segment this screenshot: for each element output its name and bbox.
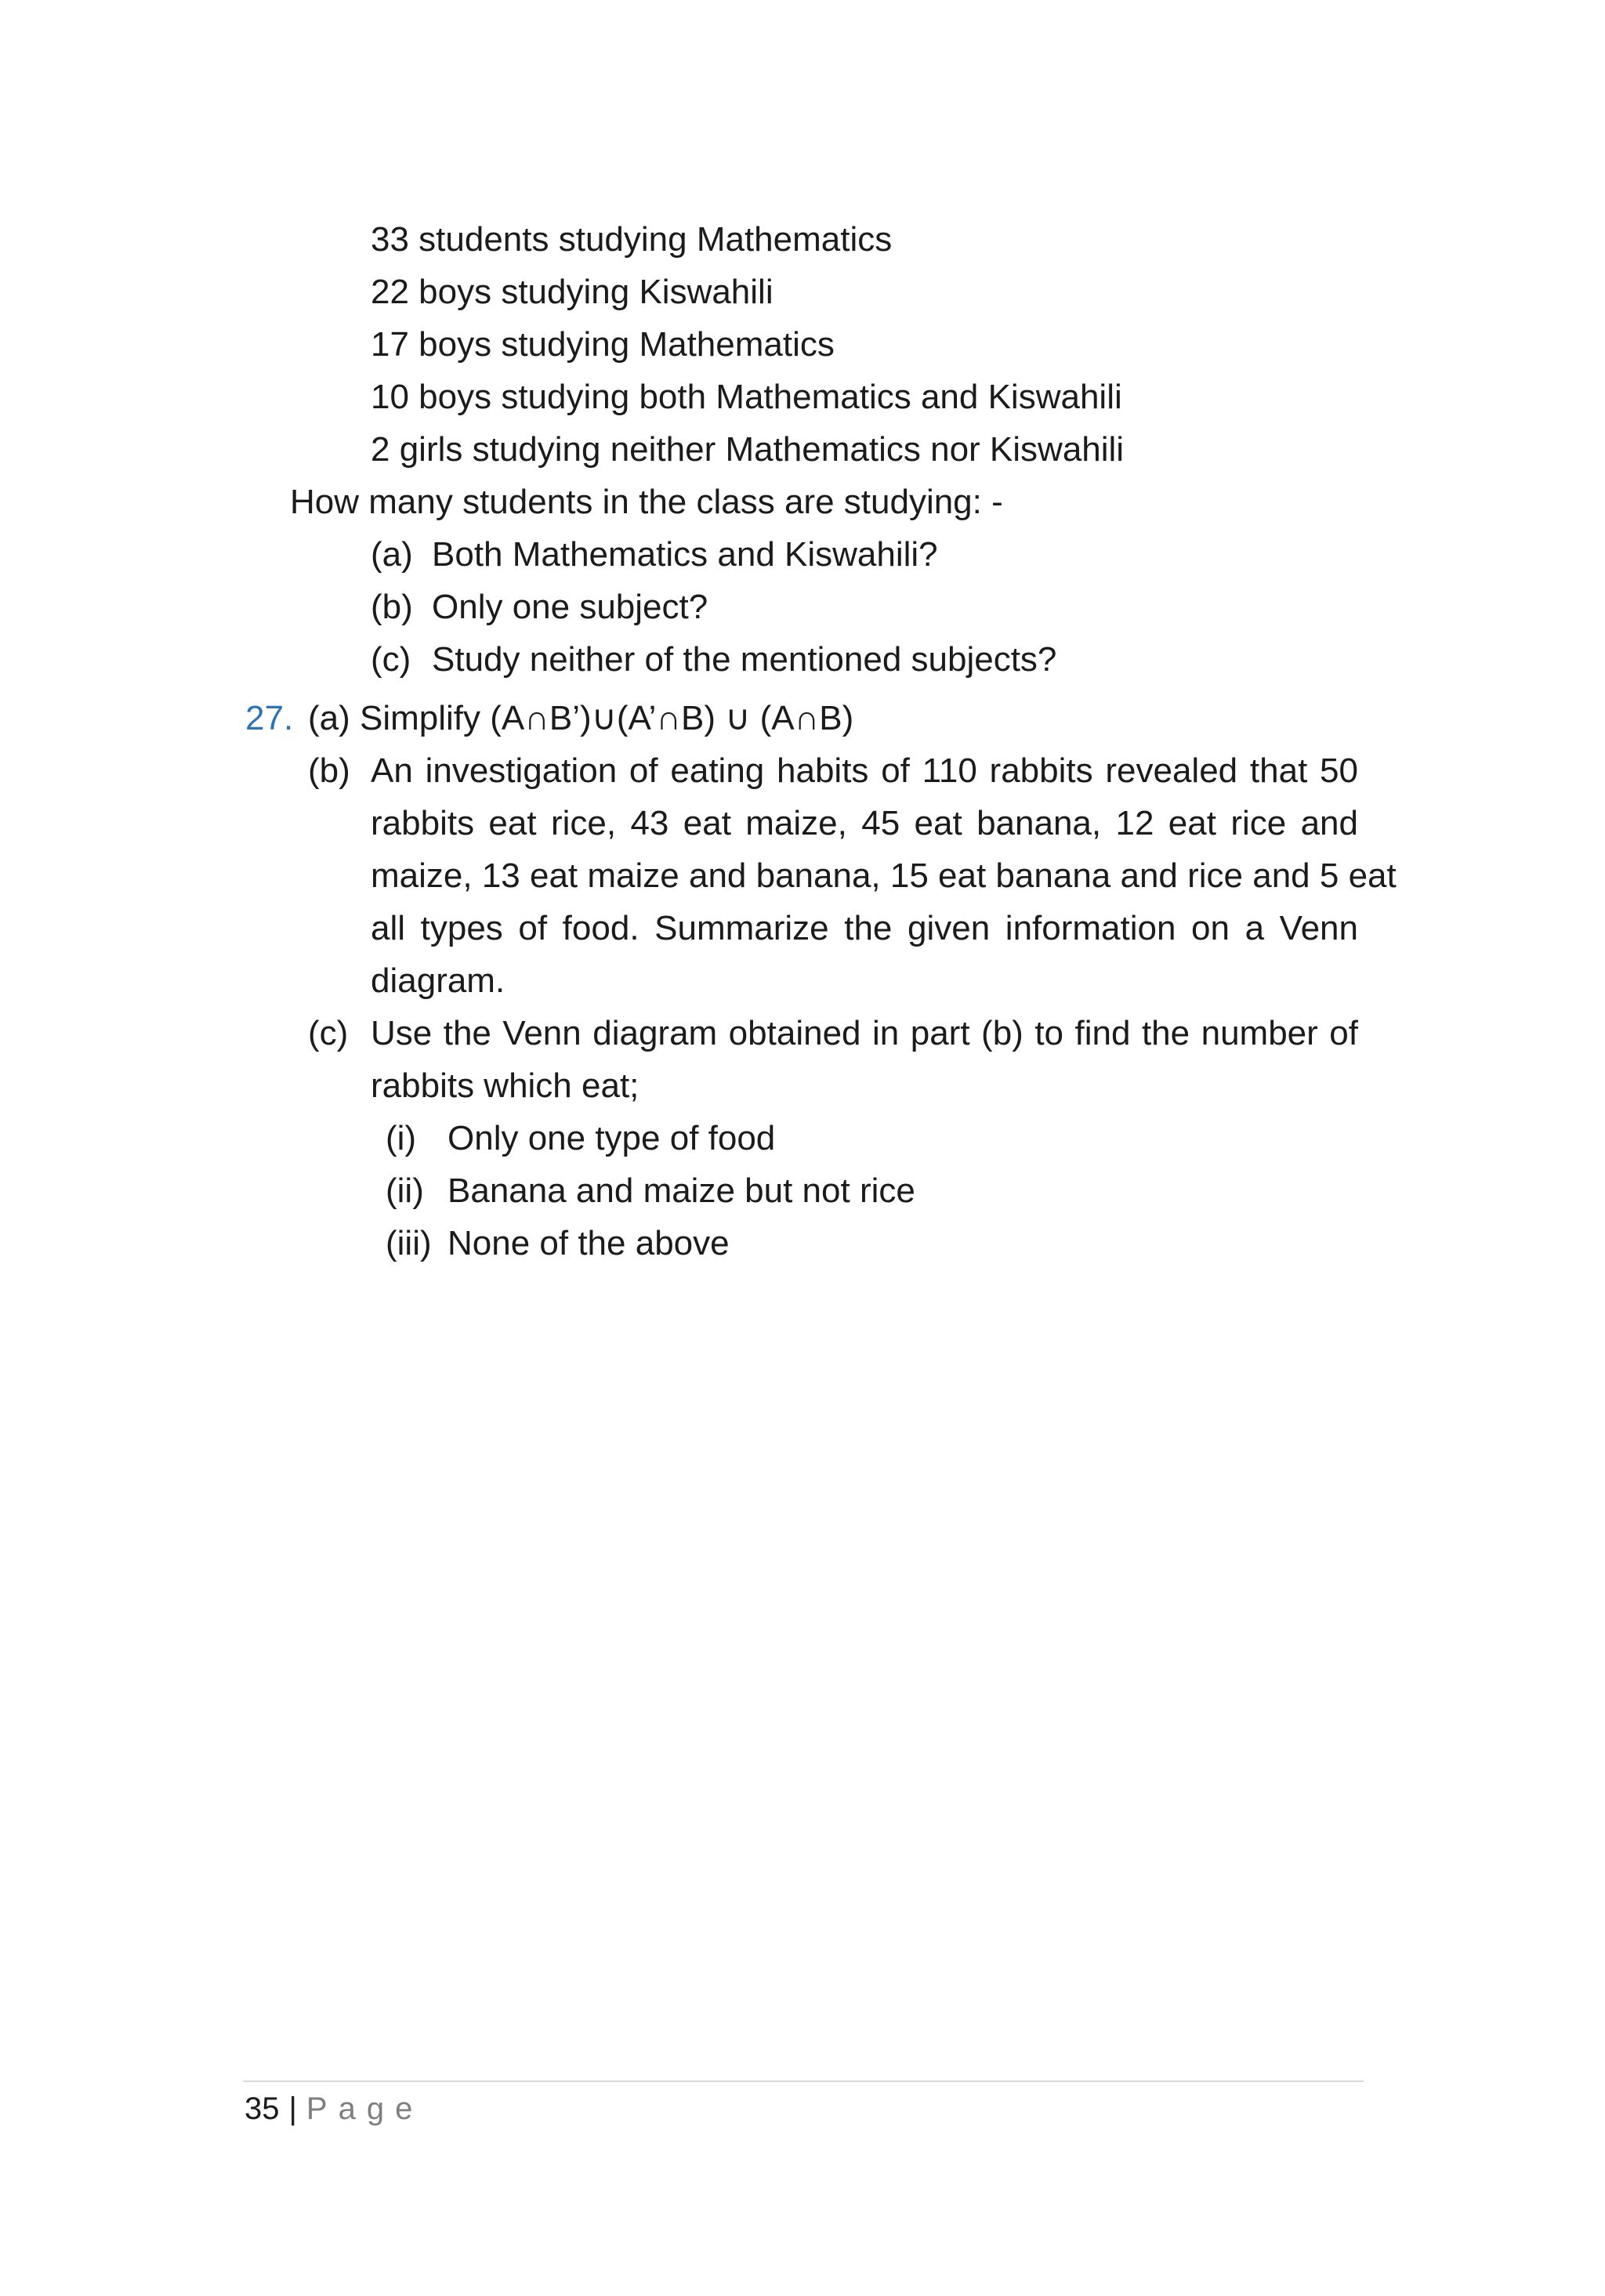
q26-part-text: Only one subject? <box>432 588 708 626</box>
page-footer <box>245 2087 423 2131</box>
footer-separator: | <box>288 2091 297 2126</box>
given-item: 10 boys studying both Mathematics and Kiswahili <box>371 378 1122 416</box>
question-stem: How many students in the class are studying: - <box>290 483 1003 521</box>
q26-part-text: Both Mathematics and Kiswahili? <box>432 535 938 574</box>
sub-item-text: Only one type of food <box>447 1119 776 1157</box>
q27-part-b-line: all types of food. Summarize the given information on a Venn <box>371 909 1358 947</box>
page-number: 35 <box>245 2091 280 2126</box>
sub-item-label: (i) <box>386 1119 417 1157</box>
sub-item-text: None of the above <box>447 1224 730 1262</box>
q27-part-a: (a) Simplify (A∩B’)∪(A’∩B) ∪ (A∩B) <box>308 699 854 737</box>
q27-part-c-line: rabbits which eat; <box>371 1067 639 1105</box>
given-item: 2 girls studying neither Mathematics nor Kiswahili <box>371 430 1125 469</box>
q27-part-b-line: An investigation of eating habits of 110 rabbits revealed that 50 <box>371 751 1358 790</box>
given-item: 33 students studying Mathematics <box>371 220 893 259</box>
sub-item-label: (iii) <box>386 1224 432 1262</box>
q27-part-b-label: (b) <box>308 751 350 790</box>
q26-part-label: (c) <box>371 640 411 679</box>
given-item: 22 boys studying Kiswahili <box>371 273 774 311</box>
q27-part-c-label: (c) <box>308 1014 349 1052</box>
sub-item-label: (ii) <box>386 1172 424 1210</box>
given-item: 17 boys studying Mathematics <box>371 325 835 364</box>
footer-divider <box>243 2081 1364 2082</box>
q26-part-text: Study neither of the mentioned subjects? <box>432 640 1057 679</box>
page-word: Page <box>306 2091 424 2126</box>
sub-item-text: Banana and maize but not rice <box>447 1172 915 1210</box>
q27-part-c-line: Use the Venn diagram obtained in part (b) to find the number of <box>371 1014 1358 1052</box>
question-number: 27. <box>245 699 294 737</box>
q26-part-label: (b) <box>371 588 413 626</box>
q27-part-b-line: diagram. <box>371 961 505 1000</box>
q27-part-b-line: rabbits eat rice, 43 eat maize, 45 eat banana, 12 eat rice and <box>371 804 1358 842</box>
q27-part-b-line: maize, 13 eat maize and banana, 15 eat banana and rice and 5 eat <box>371 856 1397 895</box>
q26-part-label: (a) <box>371 535 413 574</box>
